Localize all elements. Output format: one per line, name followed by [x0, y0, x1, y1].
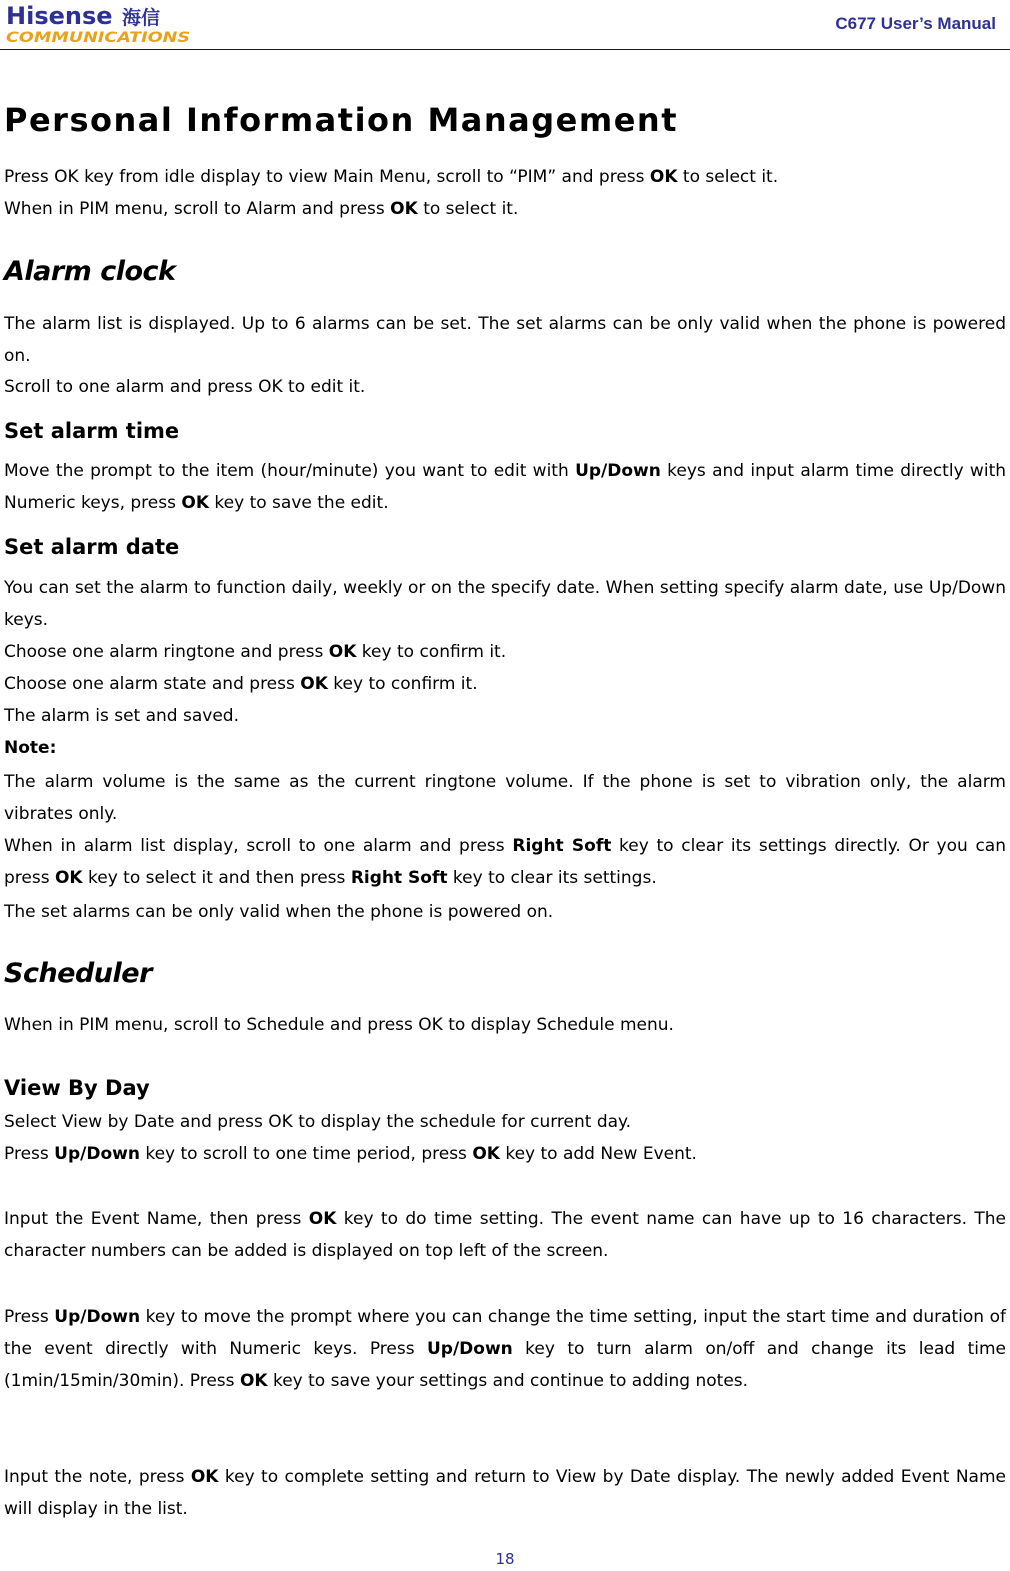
intro-line-2: When in PIM menu, scroll to Alarm and press OK to select it.	[4, 199, 519, 219]
set-alarm-date-heading: Set alarm date	[4, 535, 180, 559]
manual-title: C677 User’s Manual	[835, 14, 996, 33]
alarm-clock-heading: Alarm clock	[4, 256, 176, 287]
view-by-day-paragraph-3: Input the Event Name, then press OK key to do time setting. The event name can have up to 16 characters. The character numbers can be added is displayed on top left of the screen.	[4, 1209, 1006, 1261]
set-alarm-time-heading: Set alarm time	[4, 419, 180, 443]
note-label: Note:	[4, 738, 57, 758]
view-by-day-paragraph-1: Select View by Date and press OK to display the schedule for current day.	[4, 1112, 632, 1132]
alarm-paragraph-2: Scroll to one alarm and press OK to edit it.	[4, 377, 366, 397]
set-alarm-time-paragraph: Move the prompt to the item (hour/minute) you want to edit with Up/Down keys and input alarm time directly with Numeric keys, press OK key to save the edit.	[4, 461, 1007, 513]
set-alarm-date-paragraph-1: You can set the alarm to function daily, weekly or on the specify date. When setting specify alarm date, use Up/Down keys.	[4, 578, 1006, 630]
svg-text:Hisense: Hisense	[6, 2, 113, 30]
alarm-paragraph-1: The alarm list is displayed. Up to 6 alarms can be set. The set alarms can be only valid when the phone is powered on.	[4, 314, 1006, 366]
intro-line-1: Press OK key from idle display to view Main Menu, scroll to “PIM” and press OK to select it.	[4, 167, 779, 187]
scheduler-heading: Scheduler	[4, 958, 152, 989]
note-paragraph-1: The alarm volume is the same as the current ringtone volume. If the phone is set to vibration only, the alarm vibrates only.	[4, 772, 1006, 824]
note-paragraph-3: The set alarms can be only valid when the phone is powered on.	[4, 902, 554, 922]
svg-text:海信: 海信	[122, 7, 161, 29]
view-by-day-heading: View By Day	[4, 1076, 150, 1100]
scheduler-paragraph: When in PIM menu, scroll to Schedule and press OK to display Schedule menu.	[4, 1015, 674, 1035]
set-alarm-date-paragraph-2: Choose one alarm ringtone and press OK key to confirm it.	[4, 642, 507, 662]
set-alarm-date-paragraph-3: Choose one alarm state and press OK key to confirm it.	[4, 674, 478, 694]
svg-text:COMMUNICATIONS: COMMUNICATIONS	[6, 30, 190, 46]
view-by-day-paragraph-4: Press Up/Down key to move the prompt where you can change the time setting, input the start time and duration of the event directly with Numeric keys. Press Up/Down key to turn alarm on/off and change its lead time (1min/15min/30min). Press OK key to save your settings and continue to adding notes.	[4, 1307, 1006, 1391]
hisense-logo	[4, 2, 194, 46]
view-by-day-paragraph-5: Input the note, press OK key to complete setting and return to View by Date display. The newly added Event Name will display in the list.	[4, 1467, 1006, 1519]
page-header	[0, 0, 1010, 50]
set-alarm-date-paragraph-4: The alarm is set and saved.	[4, 706, 239, 726]
note-paragraph-2: When in alarm list display, scroll to one alarm and press Right Soft key to clear its settings directly. Or you can press OK key to select it and then press Right Soft key to clear its settings.	[4, 836, 1006, 888]
view-by-day-paragraph-2: Press Up/Down key to scroll to one time period, press OK key to add New Event.	[4, 1144, 697, 1164]
page-title: Personal Information Management	[4, 101, 678, 139]
page-number: 18	[495, 1550, 515, 1568]
